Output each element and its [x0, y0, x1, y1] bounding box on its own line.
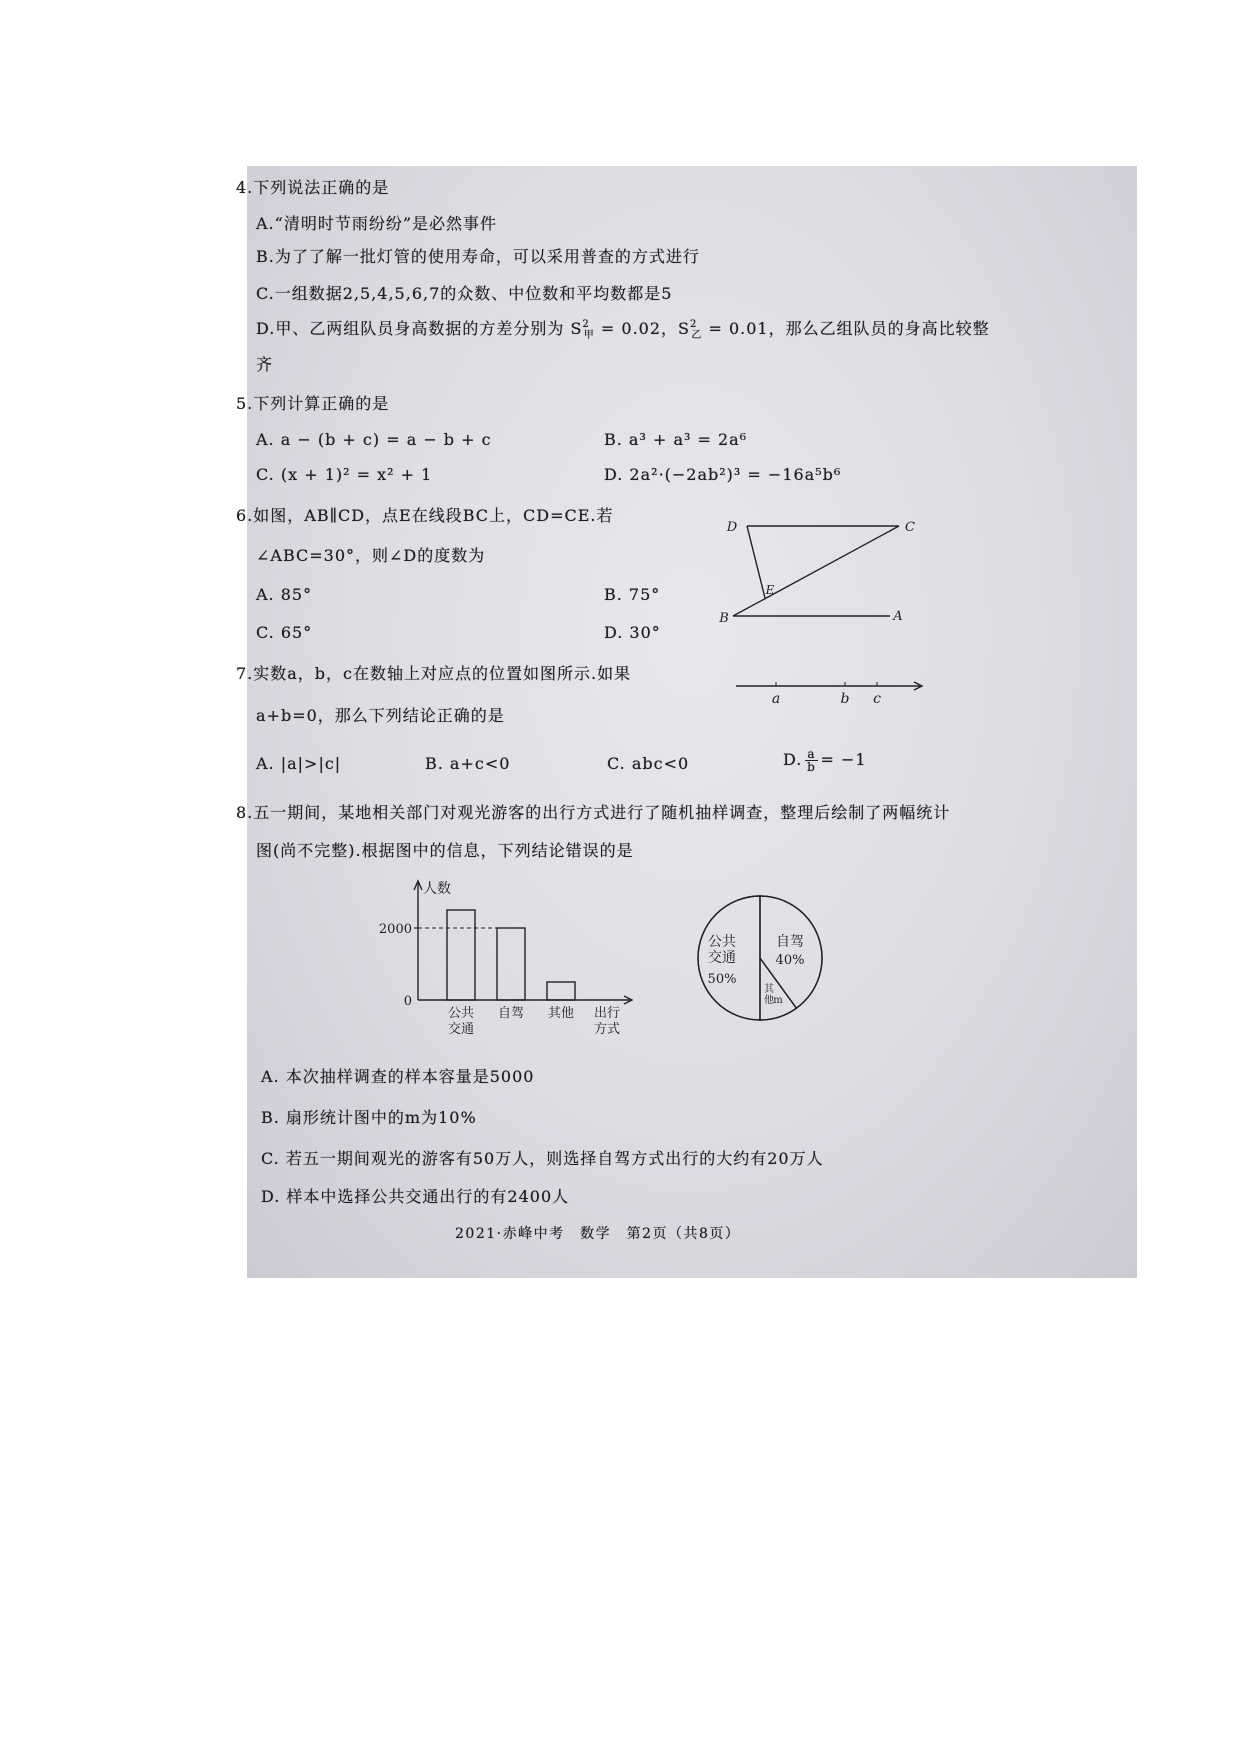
- q8-option-b: B. 扇形统计图中的m为10%: [261, 1108, 477, 1127]
- q7-option-b: B. a+c<0: [425, 754, 511, 773]
- q6-option-b: B. 75°: [604, 585, 661, 604]
- point-label-e: E: [765, 583, 775, 597]
- variance-letter: S: [570, 319, 583, 338]
- q4-option-b: B.为了了解一批灯管的使用寿命，可以采用普查的方式进行: [256, 247, 700, 266]
- variance-symbol-2: [678, 319, 703, 341]
- pie-chart: [690, 888, 830, 1028]
- q4-option-d: [256, 319, 990, 339]
- bar-other: [547, 982, 575, 1000]
- q7-option-c: C. abc<0: [607, 754, 690, 773]
- q7-stem-line-2: a+b=0，那么下列结论正确的是: [256, 706, 505, 725]
- q4-option-d-tail: 那么乙组队员的身高比较整: [785, 319, 990, 338]
- q6-geometry-figure: [720, 506, 920, 630]
- number-line-label-b: b: [840, 691, 850, 707]
- q8-stem-line-2: 图(尚不完整).根据图中的信息，下列结论错误的是: [256, 841, 634, 860]
- q8-option-d: D. 样本中选择公共交通出行的有2400人: [261, 1187, 570, 1206]
- pie-label-other: 他: [764, 995, 774, 1006]
- pie-percent-self-driving: 40%: [775, 953, 805, 968]
- variance-group-2: 乙: [691, 330, 703, 341]
- point-label-c: C: [905, 520, 915, 535]
- q8-option-c: C. 若五一期间观光的游客有50万人，则选择自驾方式出行的大约有20万人: [261, 1149, 824, 1168]
- q8-option-a: A. 本次抽样调查的样本容量是5000: [261, 1067, 535, 1086]
- q4-stem: 4.下列说法正确的是: [236, 178, 390, 197]
- point-label-d: D: [726, 520, 738, 535]
- q6-stem: 6.如图，AB∥CD，点E在线段BC上，CD=CE.若: [236, 506, 614, 525]
- q5-option-d: D. 2a²·(−2ab²)³ = −16a⁵b⁶: [604, 465, 842, 484]
- y-axis-label: 人数: [423, 881, 451, 897]
- page-footer: 2021·赤峰中考 数学 第2页（共8页）: [455, 1226, 741, 1242]
- point-label-b: B: [719, 611, 729, 626]
- bar-self-driving: [497, 928, 525, 1000]
- bar-label-public-transport: 公共: [447, 1006, 475, 1021]
- q7-stem: 7.实数a，b，c在数轴上对应点的位置如图所示.如果: [236, 664, 632, 683]
- q7-number-line: [730, 670, 930, 714]
- bar-public-transport: [447, 910, 475, 1000]
- y-tick-label-0: 0: [403, 994, 412, 1009]
- q4-option-c: C.一组数据2,5,4,5,6,7的众数、中位数和平均数都是5: [256, 284, 673, 303]
- variance-symbol-1: [570, 319, 595, 341]
- pie-percent-other: m: [773, 995, 783, 1006]
- variance-letter: S: [678, 319, 690, 338]
- fraction-denominator: b: [807, 760, 816, 774]
- number-line-label-c: c: [873, 691, 881, 707]
- q7-option-a: A. |a|>|c|: [256, 754, 342, 773]
- variance-power: 2: [689, 319, 698, 330]
- q6-stem-line-2: ∠ABC=30°，则∠D的度数为: [256, 546, 486, 565]
- fraction-numerator: a: [807, 747, 816, 761]
- q5-option-c: C. (x + 1)² = x² + 1: [256, 465, 433, 484]
- q7-option-d: [783, 748, 867, 773]
- bar-label-other: 其他: [547, 1006, 575, 1021]
- x-axis-label: 出行: [593, 1006, 621, 1021]
- x-axis-label: 方式: [593, 1022, 621, 1037]
- pie-label-other: 其: [764, 984, 774, 995]
- y-tick-label-1: 2000: [378, 922, 412, 937]
- q6-option-d: D. 30°: [604, 623, 661, 642]
- q7-option-d-label: D.: [783, 750, 803, 769]
- q7-option-d-rest: = −1: [820, 750, 867, 769]
- variance-group-1: 甲: [583, 330, 595, 341]
- pie-label-public-transport: 公共: [708, 934, 736, 950]
- point-label-a: A: [893, 609, 903, 624]
- q6-option-a: A. 85°: [256, 585, 313, 604]
- pie-label-public-transport: 交通: [708, 950, 736, 966]
- fraction: [805, 748, 817, 773]
- pie-percent-public-transport: 50%: [707, 972, 737, 987]
- q4-option-a: A.“清明时节雨纷纷”是必然事件: [256, 214, 498, 233]
- bar-label-self-driving: 自驾: [497, 1006, 525, 1021]
- segment-de: [747, 526, 765, 598]
- bar-label-public-transport: 交通: [447, 1022, 475, 1037]
- q5-option-b: B. a³ + a³ = 2a⁶: [604, 430, 748, 449]
- q8-stem: 8.五一期间，某地相关部门对观光游客的出行方式进行了随机抽样调查，整理后绘制了两幅统计: [236, 803, 951, 822]
- number-line-label-a: a: [771, 691, 781, 707]
- pie-label-self-driving: 自驾: [776, 934, 804, 950]
- q5-option-a: A. a − (b + c) = a − b + c: [256, 430, 492, 449]
- q5-stem: 5.下列计算正确的是: [236, 394, 390, 413]
- q6-option-c: C. 65°: [256, 623, 313, 642]
- variance-value-2: = 0.01，: [708, 319, 786, 338]
- q4-option-d-lead: D.甲、乙两组队员身高数据的方差分别为: [256, 319, 565, 338]
- variance-value-1: = 0.02，: [600, 319, 679, 338]
- q4-option-d-wrap: 齐: [256, 355, 274, 374]
- bar-chart: [370, 875, 650, 1047]
- variance-power: 2: [582, 319, 590, 330]
